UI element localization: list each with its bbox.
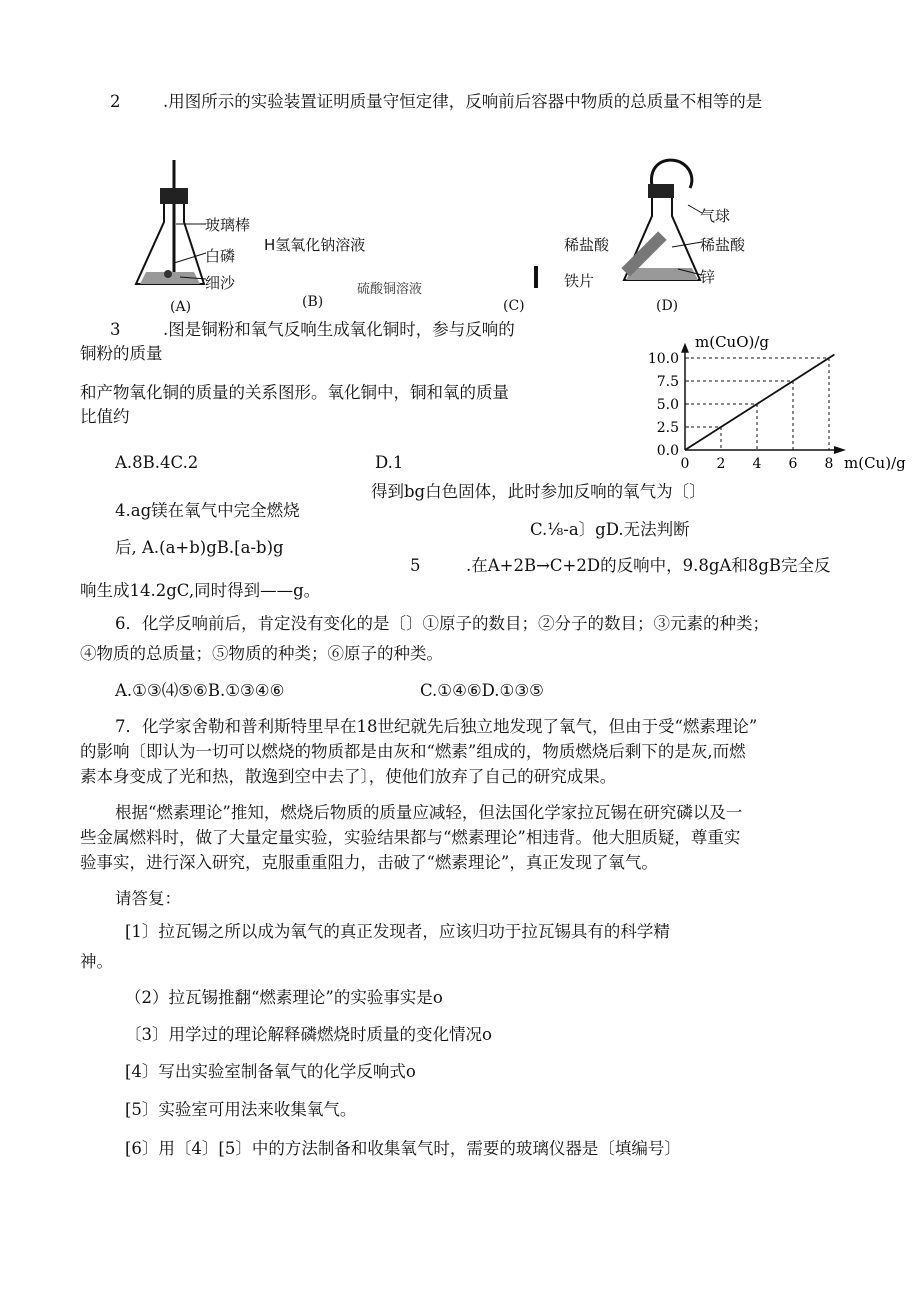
x-axis-label: m(Cu)/g xyxy=(844,454,906,472)
q3-line1: .图是铜粉和氧气反响生成氧化铜时，参与反响的 xyxy=(163,320,515,339)
q7-sub4: [4〕写出实验室制备氧气的化学反响式o xyxy=(125,1062,416,1081)
fig-c-label-iron-sheet: 铁片 xyxy=(564,272,595,290)
fig-d-label-dilute-hcl: 稀盐酸 xyxy=(700,236,746,254)
fig-a-label-white-phosphorus: 白磷 xyxy=(205,247,236,265)
fig-c-bar xyxy=(534,266,538,288)
y-axis-arrow xyxy=(681,343,689,353)
q7-line3: 素本身变成了光和热，散逸到空中去了〕，使他们放弃了自己的研究成果。 xyxy=(80,767,617,786)
fig-a-caption: (A) xyxy=(170,299,192,315)
q7-sub1-line2: 神。 xyxy=(80,952,113,971)
fig-c-caption: (C) xyxy=(503,298,525,314)
fig-a-leader-lines xyxy=(170,215,210,285)
fig-d-leader-lines xyxy=(668,205,704,285)
q7-para2-line3: 验事实，进行深入研究，克服重重阻力，击破了“燃素理论”，真正发现了氧气。 xyxy=(80,853,658,872)
q3-options-abc: A.8B.4C.2 xyxy=(115,453,199,472)
q7-line1: 7．化学家舍勒和普利斯特里早在18世纪就先后独立地发现了氧气，但由于受“燃素理论” xyxy=(115,717,758,736)
q3-options-d: D.1 xyxy=(375,453,404,472)
fig-a-label-fine-sand: 细沙 xyxy=(205,274,236,292)
x-tick-label: 4 xyxy=(752,456,762,472)
q6-line2: ④物质的总质量；⑤物质的种类；⑥原子的种类。 xyxy=(80,644,443,663)
q6-options-ab: A.①③⑷⑤⑥B.①③④⑥ xyxy=(115,681,285,700)
q7-sub2: （2）拉瓦锡推翻“燃素理论”的实验事实是o xyxy=(125,988,443,1007)
fig-a-label-glass-rod: 玻璃棒 xyxy=(205,216,251,234)
y-axis-label: m(CuO)/g xyxy=(695,333,770,351)
fig-b-caption: (B) xyxy=(302,294,324,310)
q4-number-text: 4.ag镁在氧气中完全燃烧 xyxy=(115,501,300,520)
y-tick-label: 5.0 xyxy=(656,397,679,413)
y-tick-label: 0.0 xyxy=(656,443,679,459)
q7-sub6: [6〕用〔4〕[5〕中的方法制备和收集氧气时，需要的玻璃仪器是〔填编号〕 xyxy=(125,1139,681,1158)
fig-c-label-dilute-hcl: 稀盐酸 xyxy=(564,236,610,254)
y-tick-label: 10.0 xyxy=(647,351,679,367)
q4-right-text: 得到bg白色固体，此时参加反响的氧气为〔〕 xyxy=(371,482,706,501)
x-axis-arrow xyxy=(834,446,846,454)
series-line xyxy=(685,355,834,450)
q3-line3: 和产物氧化铜的质量的关系图形。氧化铜中，铜和氧的质量 xyxy=(80,383,509,402)
q4-options-cd: C.⅛-a〕gD.无法判断 xyxy=(530,520,690,539)
fig-d-caption: (D) xyxy=(656,298,679,314)
x-tick-label: 0 xyxy=(680,456,690,472)
q7-sub1-line1: [1〕拉瓦锡之所以成为氧气的真正发现者，应该归功于拉瓦锡具有的科学精 xyxy=(125,922,670,941)
q2-number: 2 xyxy=(110,92,121,111)
q7-para2-line1: 根据“燃素理论”推知，燃烧后物质的质量应减轻，但法国化学家拉瓦锡在研究磷以及一 xyxy=(115,803,743,822)
q3-line4: 比值约 xyxy=(80,407,130,426)
q4-options-ab: 后, A.(a+b)gB.[a-b)g xyxy=(115,538,284,557)
q7-sub3: 〔3〕用学过的理论解释磷燃烧时质量的变化情况o xyxy=(125,1025,492,1044)
y-tick-label: 2.5 xyxy=(656,420,679,436)
fig-c-cut-text: 硫酸铜溶液 xyxy=(357,282,423,297)
q7-prompt: 请答复： xyxy=(115,889,181,908)
q3-number: 3 xyxy=(110,320,121,339)
fig-d-label-zinc: 锌 xyxy=(700,268,716,286)
x-tick-label: 2 xyxy=(716,456,726,472)
q5-number: 5 xyxy=(410,556,421,575)
q7-sub5: [5〕实验室可用法来收集氧气。 xyxy=(125,1100,357,1119)
q6-options-cd: C.①④⑥D.①③⑤ xyxy=(420,681,544,700)
q3-line2: 铜粉的质量 xyxy=(80,344,163,363)
x-tick-label: 8 xyxy=(824,456,834,472)
x-tick-label: 6 xyxy=(788,456,798,472)
q7-line2: 的影响〔即认为一切可以燃烧的物质都是由灰和“燃素”组成的，物质燃烧后剩下的是灰,而燃 xyxy=(80,742,746,761)
q5-text: .在A+2B→C+2D的反响中，9.8gA和8gB完全反 xyxy=(466,556,831,575)
y-tick-label: 7.5 xyxy=(656,374,679,390)
fig-b-label-naoh-solution: H氢氧化钠溶液 xyxy=(264,236,366,254)
q6-line1: 6．化学反响前后，肯定没有变化的是〔〕①原子的数目；②分子的数目；③元素的种类； xyxy=(115,614,769,633)
q7-para2-line2: 些金属燃料时，做了大量定量实验，实验结果都与“燃素理论”相违背。他大胆质疑，尊重实 xyxy=(80,828,741,847)
q5-text-line2: 响生成14.2gC,同时得到——g。 xyxy=(80,581,321,600)
cuo-vs-cu-chart xyxy=(640,325,906,475)
q2-text: .用图所示的实验装置证明质量守恒定律，反响前后容器中物质的总质量不相等的是 xyxy=(163,92,763,111)
fig-d-label-balloon: 气球 xyxy=(700,207,731,225)
